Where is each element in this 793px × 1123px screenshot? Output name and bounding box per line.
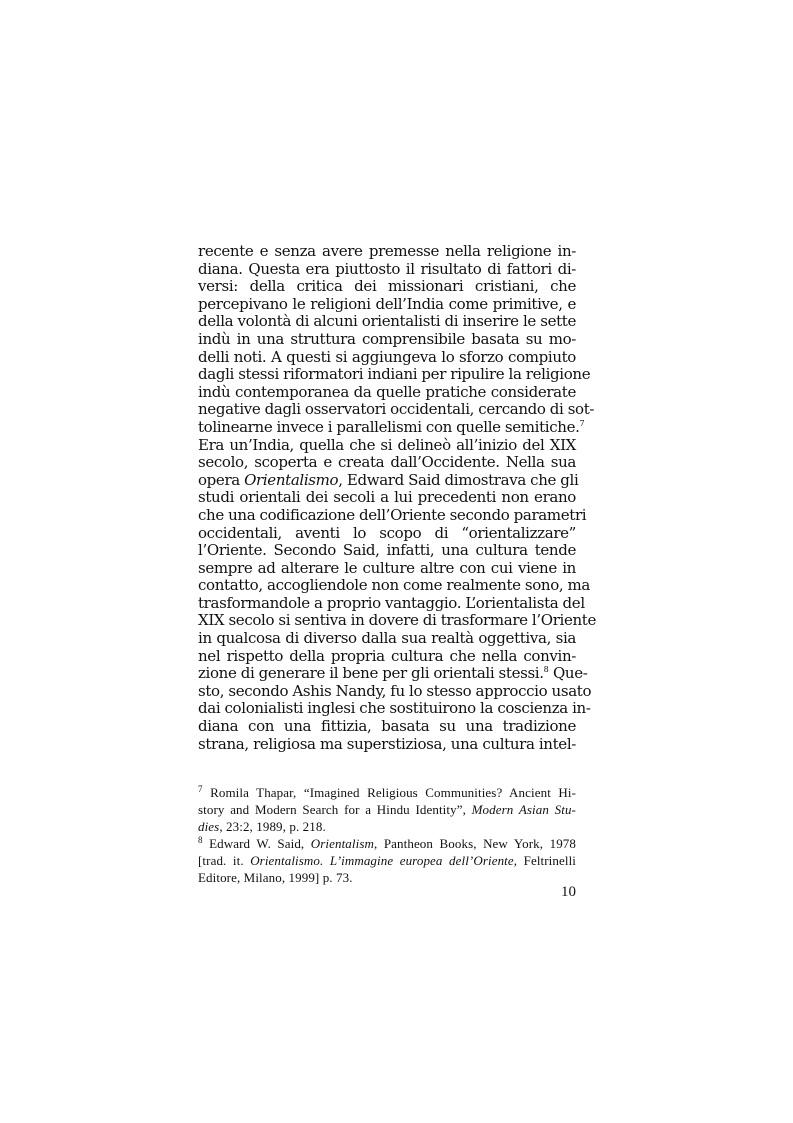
footnote-text: , Pantheon Books, New York, 1978 [373,836,576,851]
footnote-7-line [198,801,576,818]
footnote-8-line [198,852,576,869]
text-line: diana con una fittizia, basata su una tradizione [198,717,576,736]
text-segment: Que- [548,664,588,683]
text-line: dai colonialisti inglesi che sostituirono la coscienza in- [198,699,591,718]
text-line: occidentali, aventi lo scopo di “orientalizzare” [198,523,576,542]
footnotes [198,784,576,886]
footnote-text: , 23:2, 1989, p. 218. [219,819,326,834]
text-line: indù in una struttura comprensibile basata su mo- [198,329,576,348]
text-line: Era un’India, quella che si delineò all’inizio del XIX [198,435,576,454]
body-text [198,242,597,753]
text-line: sto, secondo Ashis Nandy, fu lo stesso approccio usato [198,681,592,700]
text-segment: tolinearne invece i parallelismi con quelle semitiche. [198,417,580,436]
text-line: sempre ad alterare le culture altre con cui viene in [198,558,576,577]
footnote-7-line [198,784,576,801]
text-segment: zione di generare il bene per gli orientali stessi. [198,664,544,683]
footnote-mark-7: 7 [198,784,203,794]
text-line [198,417,585,437]
text-line [198,664,588,683]
text-segment: , Edward Said dimostrava che gli [338,470,579,489]
text-segment: opera [198,470,245,489]
footnote-reference-8[interactable]: 8 [543,665,549,675]
footnote-8-line [198,835,576,852]
text-line: delli noti. A questi si aggiungeva lo sforzo compiuto [198,347,576,366]
text-line [198,470,579,490]
text-line: nel rispetto della propria cultura che nella convin- [198,646,576,665]
footnote-text: story and Modern Search for a Hindu Identity”, [198,802,472,817]
journal-title-italic: dies [198,819,220,834]
text-line: versi: della critica dei missionari cristiani, che [198,277,576,296]
text-line: trasformandole a proprio vantaggio. L’orientalista del [198,593,585,612]
text-line: XIX secolo si sentiva in dovere di trasformare l’Oriente [198,611,597,630]
footnote-text: Edward W. Said, [202,836,311,851]
text-line: della volontà di alcuni orientalisti di inserire le sette [198,312,576,331]
text-line: percepivano le religioni dell’India come primitive, e [198,294,576,313]
footnote-text: , Feltrinelli [513,853,576,868]
text-line: studi orientali dei secoli a lui precedenti non erano [198,488,576,507]
text-line: negative dagli osservatori occidentali, cercando di sot- [198,400,595,419]
footnote-reference-7[interactable]: 7 [579,418,585,428]
text-line: strana, religiosa ma superstiziosa, una cultura intel- [198,734,576,753]
text-line: in qualcosa di diverso dalla sua realtà oggettiva, sia [198,629,576,648]
text-line: indù contemporanea da quelle pratiche considerate [198,382,576,401]
text-line: dagli stessi riformatori indiani per ripulire la religione [198,365,591,384]
book-title-italic: Orientalism [310,836,374,851]
journal-title-italic: Modern Asian Stu- [471,802,576,817]
text-line: secolo, scoperta e creata dall’Occidente. Nella sua [198,453,576,472]
book-title-italic: Orientalismo. L’immagine europea dell’Oriente [250,853,514,868]
footnote-8-line: Editore, Milano, 1999] p. 73. [198,870,353,885]
page-number: 10 [561,884,576,900]
text-line: l’Oriente. Secondo Said, infatti, una cultura tende [198,541,576,560]
footnote-7-line [198,818,576,835]
footnote-mark-8: 8 [198,835,203,845]
text-line: contatto, accogliendole non come realmente sono, ma [198,576,590,595]
text-line: recente e senza avere premesse nella religione in- [198,242,576,260]
text-line: che una codificazione dell’Oriente secondo parametri [198,505,587,524]
footnote-text: Romila Thapar, “Imagined Religious Communities? Ancient Hi- [202,785,576,800]
footnote-text: [trad. it. [198,853,251,868]
text-line: diana. Questa era piuttosto il risultato di fattori di- [198,259,576,278]
book-title-italic: Orientalismo [244,470,339,489]
